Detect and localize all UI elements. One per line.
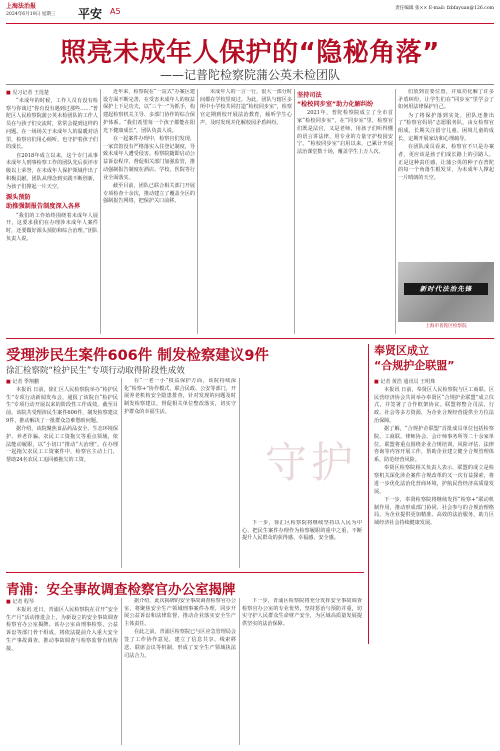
editor-email: E-mail: fzbfayuan@126.com [428,6,494,11]
column-divider [100,89,101,334]
main-paragraph: 们放到首要位置，并成功化解了许多矛盾纠纷，让学生们在“同步室”里学会了如何用法律保护自己。 [398,89,494,111]
main-article-col-4 [297,89,393,334]
column-divider [395,89,396,334]
qingpu-col-3 [242,598,362,745]
qingpu-paragraph: 本报讯 近日，青浦区人民检察院在召开“安全生产月”活动推进会上，为新设立的安全事故调查检察官办公室揭牌。该办公室由刑事检察、公益诉讼等部门骨干组成，将依法提前介入重大安全生产事故调查，推动事故调查与检察监督有机衔接。 [6,607,118,652]
main-paragraph: 截至目前，团队已联合相关部门开展专项检查十余次，推动建立了覆盖全区的强制报告网络，把保护关口前移。 [103,182,195,205]
xuhui-subheadline: 徐汇检察院“检护民生”专项行动取得阶段性成效 [6,366,185,376]
xuhui-paragraph: 本报讯 日前，徐汇区人民检察院举办“检护民生”专项行动新闻发布会，通报了该院自“检护民生”专项行动开展以来的阶段性工作成效。截至目前，该院共受理涉民生案件606件，制发检察建议9件，推动解决了一批群众急难愁盼问题。 [6,387,118,424]
main-byline: ■ 见习记者 王莲楚 [6,90,49,96]
xuhui-bottom-rule [6,572,364,573]
editor-name: 责任编辑 张×× [395,6,428,11]
column-divider [239,378,240,568]
section-heading-2: 坚持司法 “检校同步室”助力化解纠纷 [297,92,374,108]
fengxian-headline: 奉贤区成立 “合规护企联盟” [374,344,455,372]
column-divider [197,89,198,334]
fengxian-paragraph: 下一步，奉贤检察院将继续发挥“检察+”联动机制作用，推动形成部门协同、社会参与的合规治理格局，为企业提供更加精准、高效的法治服务，助力区域经济社会持续健康发展。 [374,496,494,526]
main-paragraph: “我们的工作始终围绕着未成年人展开，这要求我们在办理涉未成年人案件时，还要做好源头预防和综合治理。”团队负责人说。 [6,212,98,242]
column-divider [294,89,295,334]
main-paragraph: “未成年的时候，工作人员有没有检察与你谈过”你有没有遇到过那些……”普陀区人民检察院蒲公英未检团队的工作人员在与孩子们交流时，常常会提到这样的问题。在一场场关于未成年人的温暖对话里，检察官们用心倾听，也守护着孩子们的成长。 [6,98,98,151]
fengxian-paragraph: 奉贤区检察院相关负责人表示，联盟的成立是检察机关深化涉企案件合规改革的又一次有益探索，将进一步优化法治化营商环境，护航民营经济高质量发展。 [374,465,494,495]
page-number: A5 [110,7,121,16]
main-paragraph: 在团队成员看来，检察官不只是办案者，更应该是孩子们成长路上的引路人。正是这种责任感，让蒲公英的种子在普陀的每一个角落生根发芽，为未成年人撑起一片晴朗的天空。 [398,144,494,182]
editor-credit [395,6,494,12]
fengxian-paragraph: 本报讯 日前，奉贤区人民检察院与区工商联、区民营经济协会共同举办奉贤区“合规护企联盟”成立仪式，并签署了合作框架协议。联盟将整合司法、行政、社会等多方资源，为企业合规经营提供全方位法治保障。 [374,387,494,424]
issue-date: 2024年6月19日 星期三 [6,12,56,17]
main-article-col-3 [200,89,292,334]
qingpu-col-2 [124,598,236,745]
main-paragraph: 为了将保护落到实处，团队还推出了“检察官妈妈”志愿服务队，由女检察官组成，长期关注留守儿童、困境儿童的成长，定期开展家访和心理疏导。 [398,112,494,142]
column-divider [121,378,122,568]
xuhui-byline: ■ 记者 季翔鹏 [6,379,39,385]
masthead-rule [6,23,494,24]
photo-label-banner: 新时代法治先锋 [404,283,488,295]
main-paragraph: 未成年人的一言一行，很大一部分时间都在学校里度过。为此，团队与辖区多所中小学校共同打造“检校同步室”，检察官定期到校开展法治教育，倾听学生心声，及时发现并化解校园矛盾纠纷。 [200,89,292,126]
section-name: 平安 [78,7,103,21]
paper-name: 上海法治报 [6,3,37,10]
xuhui-col-3 [242,520,362,570]
xuhui-watermark: 守护 [265,438,358,487]
xuhui-col-1 [6,378,118,568]
xuhui-headline: 受理涉民生案件606件 制发检察建议9件 [6,348,269,364]
masthead [6,4,494,24]
qingpu-byline: ■ 记者 程琴 [6,599,34,605]
main-article-col-2 [103,89,195,334]
xuhui-col-2 [124,378,236,568]
fengxian-byline: ■ 记者 黄浩 通讯员 王明珠 [374,379,436,385]
fengxian-paragraph: 据了解，“合规护企联盟”首批成员单位包括检察院、工商联、律师协会、会计师事务所等二十余家单位。联盟将重点围绕企业合规培训、风险评估、法律咨询等内容开展工作，帮助企业建立健全合规管理体系，防范经营风险。 [374,426,494,464]
column-divider [239,598,240,745]
qingpu-col-1 [6,598,118,745]
main-paragraph: 在一起案件办理中，检察官们发现，一家宾馆没有严格落实入住登记制度，导致未成年人遭受侵害。检察院随即启动公益诉讼程序，督促相关部门加强监管，推动强制报告制度在酒店、学校、医院等行业全面落实。 [103,135,195,181]
qingpu-paragraph: 下一步，青浦区检察院将充分发挥安全事故调查检察官办公室的专业优势，坚持惩治与预防并重，切实守护人民群众生命财产安全，为区域高质量发展提供坚实的法治保障。 [242,598,362,628]
headline-divider [6,84,494,85]
qingpu-paragraph: 在此之前，青浦区检察院已与区应急管理局会签了工作协作意见，建立了信息共享、线索移送、联席会议等机制，形成了安全生产领域执法司法合力。 [124,629,236,659]
xuhui-paragraph: 下一步，徐汇区检察院将继续坚持以人民为中心，把民生案件办理作为检察履职的重中之重，不断提升人民群众的获得感、幸福感、安全感。 [242,520,362,542]
fengxian-col [374,378,494,743]
column-divider [121,598,122,745]
main-paragraph: 自2018年成立以来，这个专门从事未成年人刑事检察工作的团队先后获评市级以上荣誉，在未成年人保护领域作出了积极贡献。团队从理念到实践不断创新，为孩子们撑起一片天空。 [6,152,98,190]
xuhui-paragraph: 据介绍，该院聚焦食品药品安全、生态环境保护、养老诈骗、农民工工资拖欠等重点领域，依法能动履职，以“小切口”推动“大治理”。在办理一起拖欠农民工工资案件中，检察官主动上门，帮助24名农民工追回被拖欠的工资。 [6,426,118,464]
section-heading-1: 源头预防 助推强制报告制度深入各界 [6,194,81,210]
main-paragraph: 2021年，普陀检察院成立了全市首家“检校同步室”，在“同步室”里，检察官们既是法官，又是老师，用孩子们听得懂的语言讲法律，用专业的力量守护校园安宁。“检校同步室”启用以来，已累计开展法治课堂数十场，覆盖学生上万人次。 [297,110,393,156]
main-headline: 照亮未成年人保护的“隐秘角落” [60,38,440,68]
main-subheadline: ——记普陀检察院蒲公英未检团队 [159,68,340,82]
qingpu-headline: 青浦：安全事故调查检察官办公室揭牌 [6,582,236,598]
column-divider [368,344,369,644]
main-article-col-1 [6,89,98,334]
main-article-bottom-rule [6,338,494,339]
main-body-intro [6,98,98,191]
main-paragraph: 近年来，检察院在“一站式”办案区建设方面不断完善，在受害未成年人的权益保护上下足功夫，以“三个一”为抓手，构建起检察机关主导、多部门协作的综合保护体系。“我们希望每一个孩子都能在阳光下健康成长”，团队负责人说。 [103,89,195,134]
qingpu-paragraph: 据介绍，此次揭牌的安全事故调查检察官办公室，将聚焦安全生产领域刑事案件办理，同步开展公益诉讼和法律监督，推动企业落实安全生产主体责任。 [124,598,236,628]
main-article-col-5 [398,89,494,259]
photo-caption: 上海市普陀区检察院 [425,324,467,329]
xuhui-paragraph: 在“一老一小”权益保护方面，该院持续深化“检察+”协作模式，联合民政、公安等部门，开展养老机构安全隐患排查，针对发现的问题及时制发检察建议，督促相关单位整改落实，切实守护群众的幸福生活。 [124,378,236,415]
